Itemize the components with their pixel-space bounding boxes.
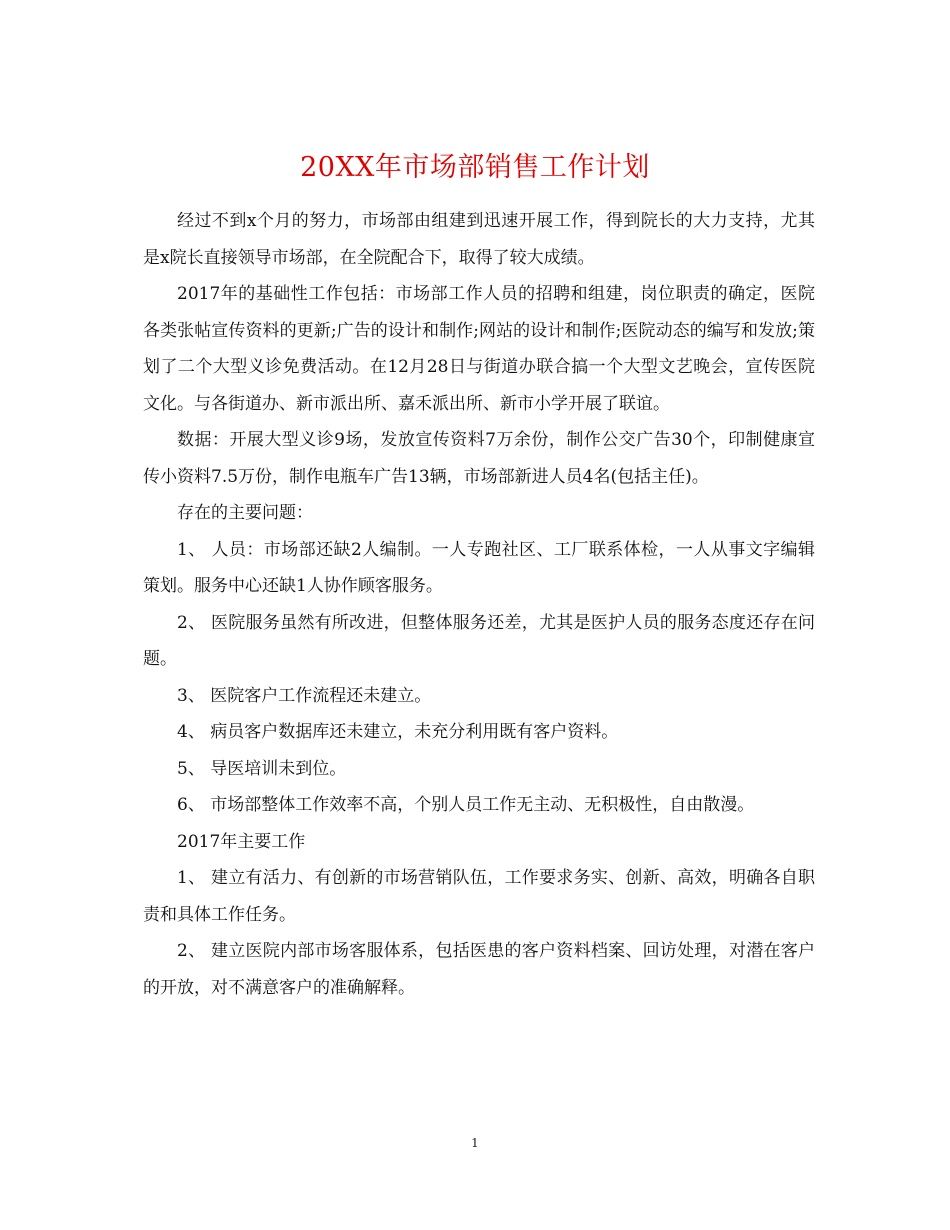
- problem-item-4: 4、 病员客户数据库还未建立，未充分利用既有客户资料。: [177, 722, 619, 742]
- problem-item-6: 6、 市场部整体工作效率不高，个别人员工作无主动、无积极性，自由散漫。: [177, 795, 755, 815]
- main-work-heading: 2017年主要工作: [177, 831, 306, 852]
- paragraph-basic-work: 2017年的基础性工作包括：市场部工作人员的招聘和组建，岗位职责的确定，医院各类张帖宣传资料的更新;广告的设计和制作;网站的设计和制作;医院动态的编写和发放;策划了二个大型义诊免费活动。在12月28日与街道办联合搞一个大型文艺晚会，宣传医院文化。与各街道办、新市派出所、嘉禾派出所、新市小学开展了联谊。: [143, 284, 815, 414]
- main-work-item-2: 2、 建立医院内部市场客服体系，包括医患的客户资料档案、回访处理，对潜在客户的开放，对不满意客户的准确解释。: [143, 941, 815, 998]
- page-number: 1: [471, 1136, 479, 1150]
- problem-item-2: 2、 医院服务虽然有所改进，但整体服务还差，尤其是医护人员的服务态度还存在问题。: [143, 612, 815, 669]
- document-body: [143, 203, 815, 1006]
- paragraph-intro: 经过不到x个月的努力，市场部由组建到迅速开展工作，得到院长的大力支持，尤其是x院长直接领导市场部，在全院配合下，取得了较大成绩。: [143, 211, 815, 268]
- document-title: 20XX年市场部销售工作计划: [300, 152, 650, 184]
- paragraph-statistics: 数据：开展大型义诊9场，发放宣传资料7万余份，制作公交广告30个，印制健康宣传小资料7.5万份，制作电瓶车广告13辆，市场部新进人员4名(包括主任)。: [143, 430, 815, 487]
- paragraph-problems-heading: 存在的主要问题：: [177, 503, 313, 523]
- main-work-item-1: 1、 建立有活力、有创新的市场营销队伍，工作要求务实、创新、高效，明确各自职责和具体工作任务。: [143, 868, 815, 925]
- problem-item-5: 5、 导医培训未到位。: [177, 758, 347, 779]
- problem-item-1: 1、 人员：市场部还缺2人编制。一人专跑社区、工厂联系体检，一人从事文字编辑策划。服务中心还缺1人协作顾客服务。: [143, 539, 815, 596]
- problem-item-3: 3、 医院客户工作流程还未建立。: [177, 685, 432, 706]
